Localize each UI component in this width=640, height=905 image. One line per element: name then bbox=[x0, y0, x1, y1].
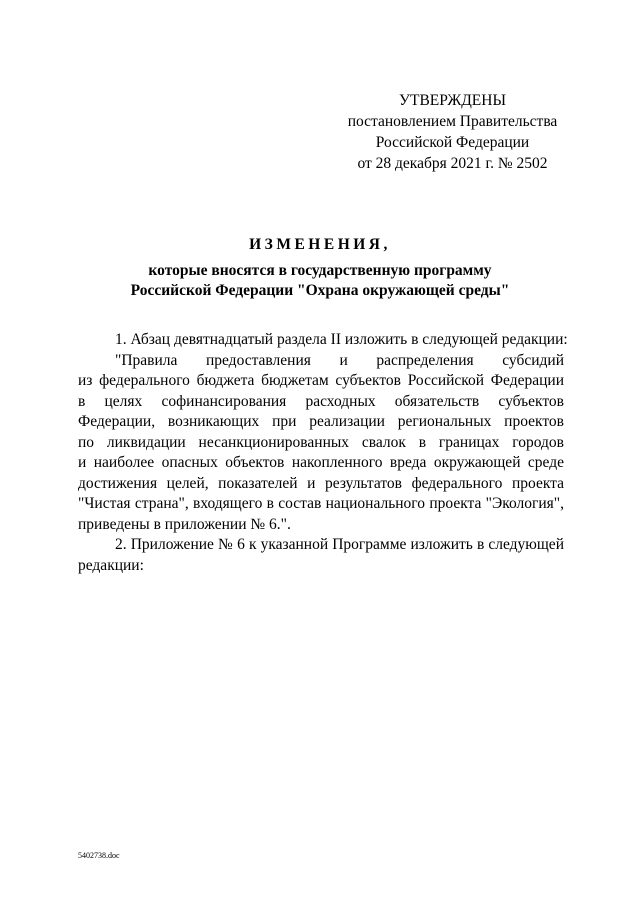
quote-line: по ликвидации несанкционированных свалок в границах городов bbox=[78, 433, 564, 451]
quote-line: из федерального бюджета бюджетам субъектов Российской Федерации bbox=[78, 372, 564, 389]
approval-heading: УТВЕРЖДЕНЫ bbox=[399, 92, 506, 109]
quote-line-last: приведены в приложении № 6.". bbox=[78, 515, 291, 533]
approval-block bbox=[340, 90, 565, 174]
quote-line: "Чистая страна", входящего в состав национального проекта "Экология", bbox=[78, 495, 564, 512]
quote-line: в целях софинансирования расходных обязательств субъектов bbox=[78, 392, 564, 410]
paragraph-2-line-last: редакции: bbox=[78, 556, 144, 574]
paragraph-1-line: 1. Абзац девятнадцатый раздела II изложить в следующей редакции: bbox=[115, 331, 568, 348]
file-name-footer: 5402738.doc bbox=[78, 851, 120, 860]
quote-line: достижения целей, показателей и результатов федерального проекта bbox=[78, 474, 564, 492]
subtitle-line-2: Российской Федерации "Охрана окружающей среды" bbox=[130, 282, 510, 299]
approval-line-country: Российской Федерации bbox=[375, 134, 530, 151]
approval-line-decree: постановлением Правительства bbox=[347, 113, 558, 130]
quote-line: "Правила предоставления и распределения субсидий bbox=[115, 351, 564, 369]
quote-line: и наиболее опасных объектов накопленного вреда окружающей среде bbox=[78, 454, 564, 471]
paragraph-2-line: 2. Приложение № 6 к указанной Программе изложить в следующей bbox=[115, 536, 564, 553]
subtitle-line-1: которые вносятся в государственную программу bbox=[148, 262, 492, 279]
document-subtitle bbox=[0, 261, 640, 301]
document-body bbox=[78, 330, 568, 576]
approval-line-date-number: от 28 декабря 2021 г. № 2502 bbox=[357, 155, 548, 172]
document-title: ИЗМЕНЕНИЯ, bbox=[249, 236, 391, 253]
quote-line: Федерации, возникающих при реализации региональных проектов bbox=[78, 413, 564, 430]
